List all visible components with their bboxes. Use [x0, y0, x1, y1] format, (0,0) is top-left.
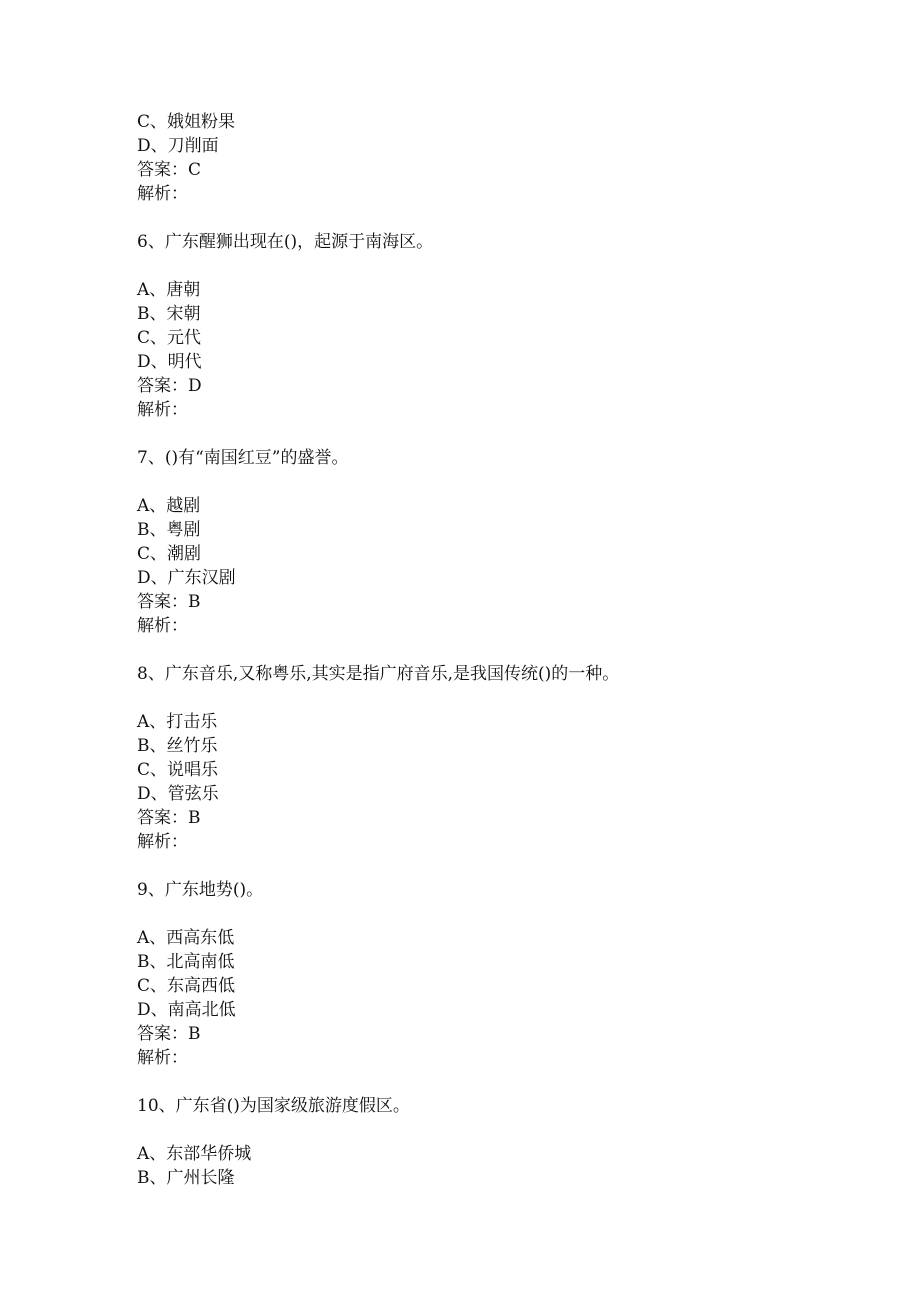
option-c: C、说唱乐 — [137, 760, 219, 780]
answer: 答案：B — [137, 808, 201, 828]
spacer — [137, 686, 877, 710]
option-b: B、粤剧 — [137, 520, 201, 540]
spacer — [137, 638, 877, 662]
spacer — [137, 1070, 877, 1094]
option-c: C、元代 — [137, 328, 202, 348]
answer: 答案：B — [137, 1024, 201, 1044]
spacer — [137, 470, 877, 494]
analysis: 解析： — [137, 616, 188, 636]
option-c: C、娥姐粉果 — [137, 112, 236, 132]
spacer — [137, 1118, 877, 1142]
answer: 答案：D — [137, 376, 202, 396]
spacer — [137, 206, 877, 230]
question-stem: 7、()有“南国红豆”的盛誉。 — [137, 448, 349, 468]
analysis: 解析： — [137, 832, 188, 852]
spacer — [137, 254, 877, 278]
option-b: B、北高南低 — [137, 952, 235, 972]
question-stem: 6、广东醒狮出现在()，起源于南海区。 — [137, 232, 434, 252]
option-d: D、广东汉剧 — [137, 568, 236, 588]
option-a: A、唐朝 — [137, 280, 201, 300]
analysis: 解析： — [137, 1048, 188, 1068]
spacer — [137, 902, 877, 926]
spacer — [137, 422, 877, 446]
analysis: 解析： — [137, 184, 188, 204]
question-stem: 10、广东省()为国家级旅游度假区。 — [137, 1096, 410, 1116]
option-a: A、西高东低 — [137, 928, 235, 948]
answer: 答案：C — [137, 160, 202, 180]
option-c: C、东高西低 — [137, 976, 236, 996]
option-a: A、越剧 — [137, 496, 201, 516]
analysis: 解析： — [137, 400, 188, 420]
option-c: C、潮剧 — [137, 544, 202, 564]
question-stem: 9、广东地势()。 — [137, 880, 264, 900]
option-d: D、明代 — [137, 352, 202, 372]
document-page — [137, 110, 877, 1190]
option-a: A、东部华侨城 — [137, 1144, 252, 1164]
option-d: D、刀削面 — [137, 136, 219, 156]
option-b: B、丝竹乐 — [137, 736, 218, 756]
option-d: D、南高北低 — [137, 1000, 236, 1020]
option-a: A、打击乐 — [137, 712, 218, 732]
option-d: D、管弦乐 — [137, 784, 219, 804]
option-b: B、广州长隆 — [137, 1168, 235, 1188]
spacer — [137, 854, 877, 878]
answer: 答案：B — [137, 592, 201, 612]
option-b: B、宋朝 — [137, 304, 201, 324]
question-stem: 8、广东音乐,又称粤乐,其实是指广府音乐,是我国传统()的一种。 — [137, 664, 620, 684]
